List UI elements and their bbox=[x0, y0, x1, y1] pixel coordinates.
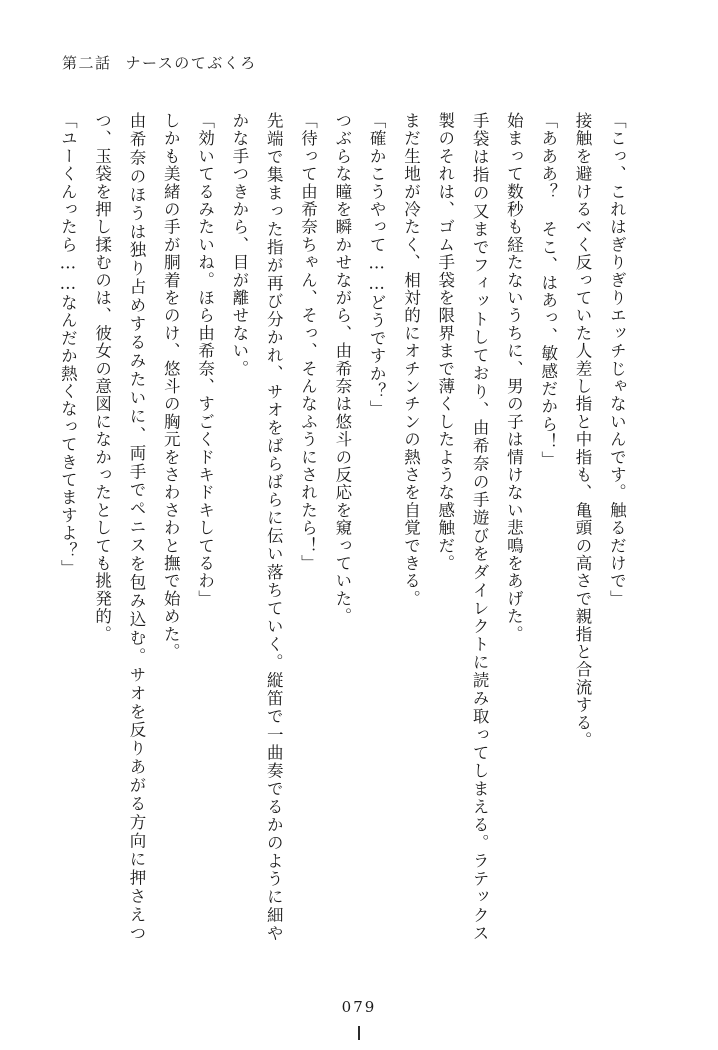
paragraph: 手袋は指の又までフィットしており、由希奈の手遊びをダイレクトに読み取ってしまえる。ラテックス製のそれは、ゴム手袋を限界まで薄くしたような感触だ。 bbox=[435, 112, 490, 942]
paragraph: 由希奈のほうは独り占めするみたいに、両手でペニスを包み込む。サオを反りあがる方向に押さえつつ、玉袋を押し揉むのは、彼女の意図になかったとしても挑発的。 bbox=[92, 112, 146, 942]
paragraph: 「効いてるみたいね。ほら由希奈、すごくドキドキしてるわ」 bbox=[195, 112, 215, 608]
paragraph: 「待って由希奈ちゃん、そっ、そんなふうにされたら！」 bbox=[298, 112, 318, 573]
paragraph: つぶらな瞳を瞬かせながら、由希奈は悠斗の反応を窺っていた。 bbox=[332, 112, 352, 626]
paragraph: 「ユーくんったら……なんだか熱くなってきてますよ？」 bbox=[58, 112, 78, 578]
chapter-title: ナースのてぶくろ bbox=[125, 54, 257, 72]
chapter-number: 第二話 bbox=[62, 54, 112, 72]
page-number: 079 bbox=[341, 998, 377, 1016]
paragraph: しかも美緒の手が胴着をのけ、悠斗の胸元をさわさわと撫で始めた。 bbox=[161, 112, 181, 661]
paragraph: 「確かこうやって……どうですか？」 bbox=[367, 112, 387, 418]
paragraph: 「あああ？ そこ、はあっ、敏感だから！」 bbox=[538, 112, 558, 469]
paragraph: 先端で集まった指が再び分かれ、サオをばらばらに伝い落ちていく。縦笛で一曲奏でるかのように細やかな手つきから、目が離せない。 bbox=[229, 112, 284, 942]
paragraph: 「こっ、これはぎりぎりエッチじゃないんです。触るだけで」 bbox=[607, 112, 627, 608]
spine-mark bbox=[358, 1026, 360, 1040]
paragraph: 始まって数秒も経たないうちに、男の子は情けない悲鳴をあげた。 bbox=[504, 112, 524, 643]
body-text-area bbox=[50, 112, 660, 942]
page-header bbox=[62, 52, 257, 73]
paragraph: まだ生地が冷たく、相対的にオチンチンの熱さを自覚できる。 bbox=[401, 112, 421, 608]
vertical-text-columns bbox=[50, 112, 633, 942]
paragraph: 接触を避けるべく反っていた人差し指と中指も、亀頭の高さで親指と合流する。 bbox=[573, 112, 592, 750]
